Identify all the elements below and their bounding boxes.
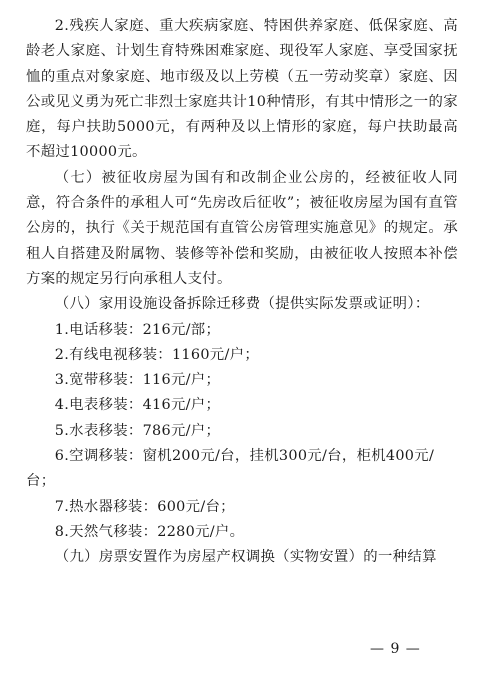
fee-item-cable-tv: 2.有线电视移装：1160元/户； [54, 346, 260, 363]
paragraph-relocation-fees: （八）家用设施设备拆除迁移费（提供实际发票或证明）： [54, 296, 430, 313]
fee-item-natural-gas: 8.天然气移装：2280元/户。 [54, 523, 245, 540]
fee-list [26, 318, 458, 546]
page-number: — 9 — [370, 641, 421, 657]
fee-item-broadband: 3.宽带移装：116元/户； [54, 372, 221, 389]
paragraph-housing-voucher: （九）房票安置作为房屋产权调换（实物安置）的一种结算 [54, 549, 437, 566]
fee-item-phone: 1.电话移装：216元/部； [54, 321, 221, 338]
document-body [26, 14, 458, 571]
fee-item-water-meter: 5.水表移装：786元/户； [54, 422, 221, 439]
fee-item-air-conditioner: 6.空调移装：窗机200元/台，挂机300元/台，柜机400元/台； [26, 448, 435, 490]
paragraph-public-housing: （七）被征收房屋为国有和改制企业公房的，经被征收人同意，符合条件的承租人可“先房改后征收”；被征收房屋为国有直管公房的，执行《关于规范国有直管公房管理实施意见》的规定。承租人自搭建及附属物、装修等补偿和奖励，由被征收人按照本补偿方案的规定另行向承租人支付。 [26, 169, 458, 287]
paragraph-household-assistance: 2.残疾人家庭、重大疾病家庭、特困供养家庭、低保家庭、高龄老人家庭、计划生育特殊困难家庭、现役军人家庭、享受国家抚恤的重点对象家庭、地市级及以上劳模（五一劳动奖章）家庭、因公或见义勇为死亡非烈士家庭共计10种情形，有其中情形之一的家庭，每户扶助5000元，有两种及以上情形的家庭，每户扶助最高不超过10000元。 [26, 18, 458, 161]
fee-item-water-heater: 7.热水器移装：600元/台； [54, 498, 235, 515]
fee-item-electric-meter: 4.电表移装：416元/户； [54, 397, 221, 414]
